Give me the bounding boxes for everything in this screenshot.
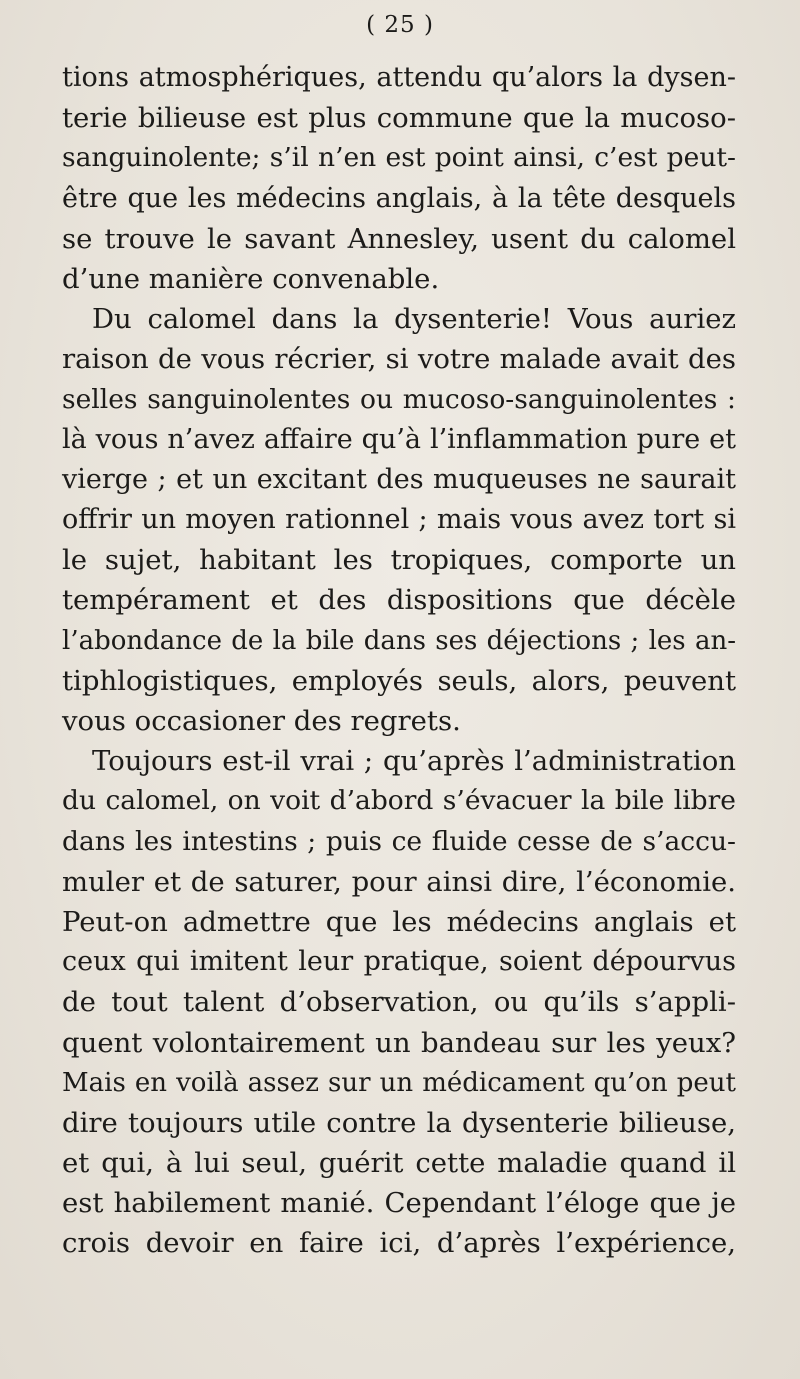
- text-line: est habilement manié. Cependant l’éloge que je: [62, 1187, 736, 1220]
- text-line: le sujet, habitant les tropiques, comporte un: [62, 544, 736, 577]
- text-line: vous occasioner des regrets.: [62, 705, 461, 737]
- text-line: terie bilieuse est plus commune que la mucoso-: [62, 102, 736, 135]
- text-line: offrir un moyen rationnel ; mais vous avez tort si: [62, 504, 736, 536]
- text-line: dans les intestins ; puis ce fluide cesse de s’accu-: [62, 825, 736, 857]
- text-line: du calomel, on voit d’abord s’évacuer la bile libre: [62, 785, 736, 817]
- text-line: quent volontairement un bandeau sur les yeux?: [62, 1026, 736, 1059]
- text-line: l’abondance de la bile dans ses déjections ; les an-: [62, 625, 736, 656]
- text-line: raison de vous récrier, si votre malade avait des: [62, 343, 736, 376]
- text-line: tions atmosphériques, attendu qu’alors la dysen-: [62, 62, 736, 93]
- text-line: et qui, à lui seul, guérit cette maladie quand il: [62, 1147, 736, 1180]
- text-line: vierge ; et un excitant des muqueuses ne saurait: [62, 463, 736, 495]
- text-line: Du calomel dans la dysenterie! Vous auriez: [92, 303, 736, 336]
- text-line: d’une manière convenable.: [62, 262, 440, 295]
- body-text: [62, 58, 736, 1264]
- text-line: de tout talent d’observation, ou qu’ils s’appli-: [62, 986, 736, 1019]
- text-line: ceux qui imitent leur pratique, soient dépourvus: [62, 946, 736, 978]
- text-line: muler et de saturer, pour ainsi dire, l’économie.: [62, 865, 736, 898]
- text-line: Peut-on admettre que les médecins anglais et: [62, 905, 736, 938]
- text-line: là vous n’avez affaire qu’à l’inflammation pure et: [62, 423, 736, 455]
- text-line: dire toujours utile contre la dysenterie bilieuse,: [62, 1106, 736, 1139]
- text-line: crois devoir en faire ici, d’après l’expérience,: [62, 1227, 736, 1260]
- text-line: se trouve le savant Annesley, usent du calomel: [62, 222, 736, 255]
- text-line: Toujours est-il vrai ; qu’après l’administration: [92, 745, 736, 778]
- text-line: selles sanguinolentes ou mucoso-sanguinolentes :: [62, 383, 736, 415]
- page-number: ( 25 ): [366, 12, 434, 38]
- text-line: sanguinolente; s’il n’en est point ainsi, c’est peut-: [62, 142, 736, 174]
- text-line: tempérament et des dispositions que décèle: [62, 584, 736, 617]
- text-line: tiphlogistiques, employés seuls, alors, peuvent: [62, 664, 736, 697]
- text-line: Mais en voilà assez sur un médicament qu’on peut: [62, 1067, 736, 1098]
- text-line: être que les médecins anglais, à la tête desquels: [62, 182, 736, 214]
